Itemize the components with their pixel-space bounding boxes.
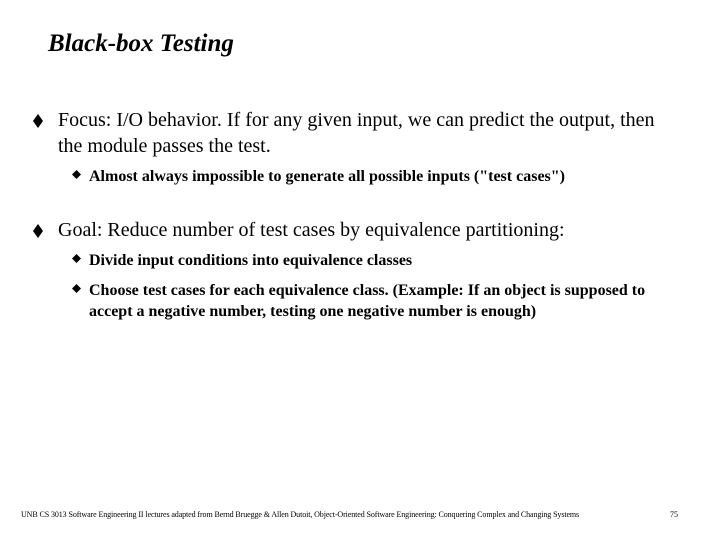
sub-bullet-item: [72, 166, 672, 187]
page-number: 75: [670, 510, 678, 519]
footer-credit: UNB CS 3013 Software Engineering II lectures adapted from Bernd Bruegge & Allen Dutoit, Object-Oriented Software Engineering: Conquering Complex and Changing Systems: [21, 510, 580, 519]
sub-bullet-text: Divide input conditions into equivalence classes: [89, 252, 413, 269]
sub-bullet-item: [72, 250, 672, 271]
slide-title: Black-box Testing: [48, 30, 234, 57]
small-diamond-bullet-icon: [72, 170, 81, 179]
bullet-item: [33, 217, 673, 243]
diamond-bullet-icon: [33, 114, 43, 128]
small-diamond-bullet-icon: [72, 284, 81, 293]
diamond-bullet-icon: [33, 224, 43, 238]
bullet-text: Goal: Reduce number of test cases by equivalence partitioning:: [58, 219, 565, 241]
small-diamond-bullet-icon: [72, 254, 81, 263]
sub-bullet-item: [72, 280, 672, 322]
bullet-item: [33, 107, 673, 159]
sub-bullet-text: Almost always impossible to generate all possible inputs ("test cases"): [89, 168, 565, 185]
sub-bullet-text: Choose test cases for each equivalence class. (Example: If an object is supposed to accept a negative number, testing one negative number is enough): [89, 282, 646, 320]
bullet-text: Focus: I/O behavior. If for any given input, we can predict the output, then the module passes the test.: [58, 109, 655, 157]
